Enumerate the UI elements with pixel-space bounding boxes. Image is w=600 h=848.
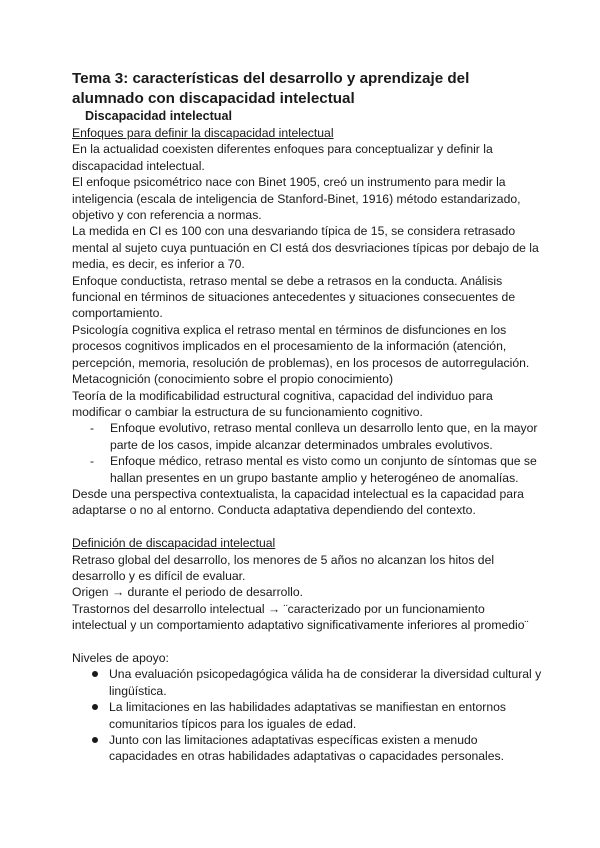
paragraph: Trastornos del desarrollo intelectual → ¨caracterizado por un funcionamiento intelectual y un comportamiento adaptativo significativamente inferiores al promedio¨ bbox=[72, 601, 529, 633]
list-item: - Enfoque médico, retraso mental es visto como un conjunto de síntomas que se hallan presentes en un grupo bastante amplio y heterogéneo de anomalías. bbox=[90, 453, 542, 486]
paragraph: En la actualidad coexisten diferentes enfoques para conceptualizar y definir la discapacidad intelectual. bbox=[72, 142, 493, 173]
paragraph: Psicología cognitiva explica el retraso mental en términos de disfunciones en los procesos cognitivos implicados en el procesamiento de la información (atención, percepción, memoria, resolución de problemas), en los procesos de autorregulación. Metacognición (conocimiento sobre el propio conocimiento) bbox=[72, 322, 530, 387]
paragraph: Desde una perspectiva contextualista, la capacidad intelectual es la capacidad para adaptarse o no al entorno. Conducta adaptativa dependiendo del contexto. bbox=[72, 486, 524, 518]
list-item: - Enfoque evolutivo, retraso mental conlleva un desarrollo lento que, en la mayor parte de los casos, impide alcanzar determinados umbrales evolutivos. bbox=[90, 420, 542, 453]
paragraph: Teoría de la modificabilidad estructural cognitiva, capacidad del individuo para modificar o cambiar la estructura de su funcionamiento cognitivo. bbox=[72, 388, 493, 419]
spacer bbox=[72, 519, 542, 535]
list-item: Junto con las limitaciones adaptativas específicas existen a menudo capacidades en otras habilidades adaptativas o capacidades personales. bbox=[90, 732, 542, 765]
spacer bbox=[72, 634, 542, 650]
paragraph: El enfoque psicométrico nace con Binet 1905, creó un instrumento para medir la inteligencia (escala de inteligencia de Stanford-Binet, 1916) método estandarizado, objetivo y con referencia a normas. bbox=[72, 175, 521, 223]
list-item: La limitaciones en las habilidades adaptativas se manifiestan en entornos comunitarios típicos para los iguales de edad. bbox=[90, 699, 542, 732]
dash-list bbox=[72, 420, 542, 486]
section-heading-enfoques: Enfoques para definir la discapacidad intelectual bbox=[72, 126, 334, 140]
paragraph: La medida en CI es 100 con una desvariando típica de 15, se considera retrasado mental al sujeto cuya puntuación en CI está dos desvriaciones típicas por debajo de la media, es decir, es inferior a 70. bbox=[72, 224, 539, 272]
paragraph: Enfoque conductista, retraso mental se debe a retrasos en la conducta. Análisis funcional en términos de situaciones antecedentes y situaciones consecuentes de comportamiento. bbox=[72, 273, 516, 321]
list-item: Una evaluación psicopedagógica válida ha de considerar la diversidad cultural y lingüística. bbox=[90, 666, 542, 699]
paragraph: Origen → durante el periodo de desarrollo. bbox=[72, 585, 304, 600]
document-subtitle: Discapacidad intelectual bbox=[85, 109, 232, 123]
document-page bbox=[72, 69, 542, 765]
section-heading-definicion: Definición de discapacidad intelectual bbox=[72, 536, 276, 551]
support-levels-label: Niveles de apoyo: bbox=[72, 650, 169, 665]
paragraph: Retraso global del desarrollo, los menores de 5 años no alcanzan los hitos del desarrollo y es difícil de evaluar. bbox=[72, 552, 495, 583]
document-title: Tema 3: características del desarrollo y aprendizaje del alumnado con discapacidad intelectual bbox=[72, 70, 470, 107]
bullet-list bbox=[72, 666, 542, 764]
